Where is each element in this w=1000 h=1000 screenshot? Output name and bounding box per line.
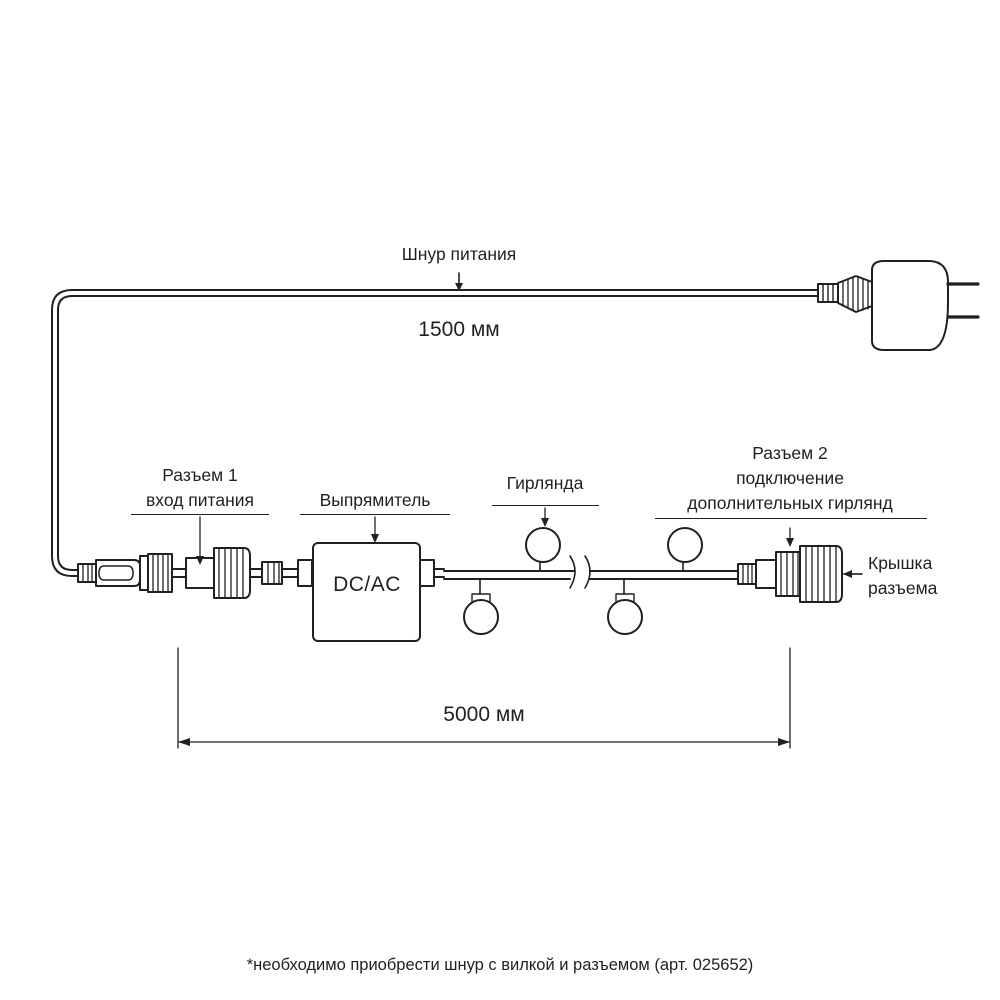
label-cap-line1: Крышка [868,553,933,573]
underline-connector2 [655,518,927,519]
label-power-cord-length: 1500 мм [418,318,500,341]
label-power-cord: Шнур питания [401,244,517,264]
arrow-icon-power-cord [455,273,463,291]
label-connector2-line2: подключение [736,468,844,488]
inline-connector-icon-right [420,560,444,586]
leader-garland [541,508,549,527]
dimension-5000mm [178,648,790,748]
label-cap-line2: разъема [868,578,938,598]
underline-garland [492,505,599,506]
female-connector-icon [78,560,140,586]
label-connector1-line2: вход питания [146,490,254,510]
bulb-icon-2 [464,579,498,634]
leader-connector1 [196,517,204,565]
label-garland: Гирлянда [506,473,584,493]
leader-rectifier [371,517,379,543]
bulb-icon-3 [608,579,642,634]
footnote: *необходимо приобрести шнур с вилкой и разъемом (арт. 025652) [246,956,754,974]
bulb-icon-4 [668,528,702,571]
male-connector-icon-2 [738,560,776,588]
garland-wire-right [590,571,738,579]
underline-rectifier [300,514,450,515]
inline-connector-icon-left [262,560,312,586]
garland-wire-left [444,571,574,579]
label-connector2-line1: Разъем 2 [752,443,828,463]
label-rectifier-body: DC/AC [333,573,401,596]
label-connector2-line3: дополнительных гирлянд [687,493,893,513]
label-total-length: 5000 мм [443,703,525,726]
bulb-icon-1 [526,528,560,571]
label-rectifier: Выпрямитель [319,490,431,510]
leader-connector2 [786,528,794,547]
connector-cap-icon [776,546,842,602]
underline-connector1 [131,514,269,515]
mains-plug-icon [818,261,978,350]
male-connector-icon-1 [140,554,186,592]
ribbed-connector-icon [186,548,262,598]
label-connector1-line1: Разъем 1 [162,465,238,485]
